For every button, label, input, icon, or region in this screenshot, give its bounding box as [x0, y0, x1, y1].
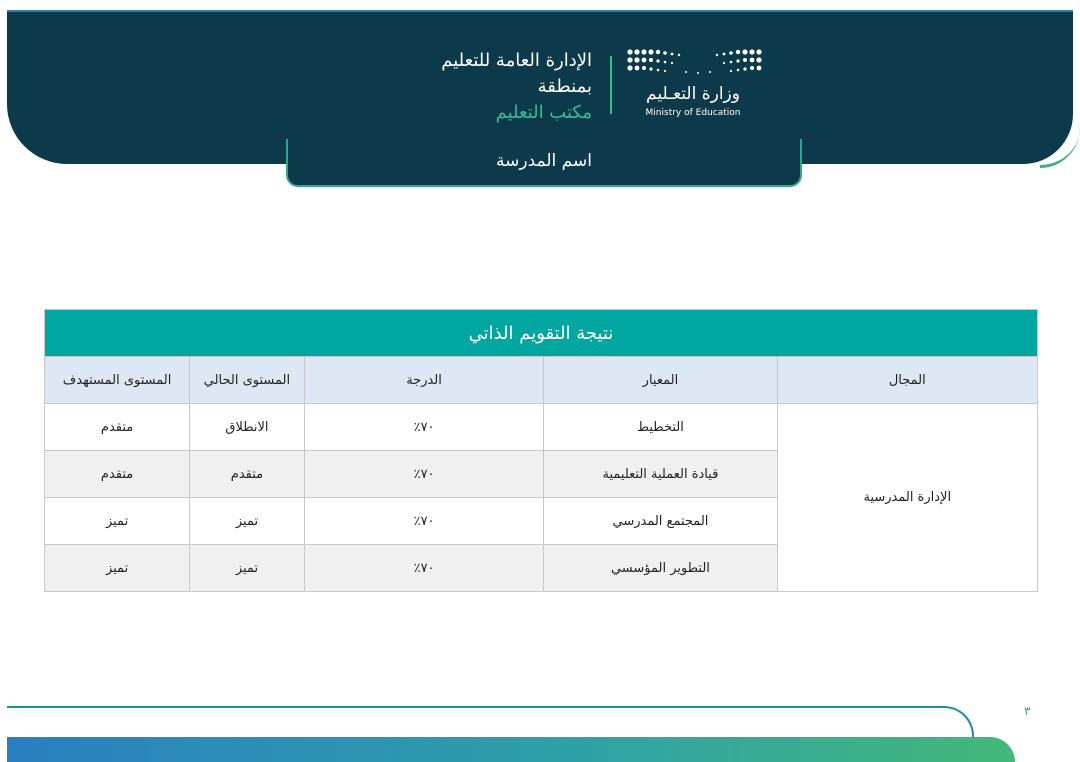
- header-criterion: المعيار: [544, 357, 777, 404]
- header-current-level: المستوى الحالي: [190, 357, 305, 404]
- current-level-cell: الانطلاق: [190, 404, 305, 451]
- current-level-cell: تميز: [190, 498, 305, 545]
- organization-block: [441, 48, 592, 126]
- target-level-cell: تميز: [45, 498, 190, 545]
- logo-arabic-text: وزارة التعـليم: [646, 84, 740, 104]
- target-level-cell: متقدم: [45, 404, 190, 451]
- header-grade: الدرجة: [304, 357, 544, 404]
- grade-cell: ٧٠٪: [304, 451, 544, 498]
- grade-cell: ٧٠٪: [304, 404, 544, 451]
- school-name-box: [286, 139, 802, 187]
- school-name: اسم المدرسة: [496, 151, 592, 171]
- header-target-level: المستوى المستهدف: [45, 357, 190, 404]
- grade-cell: ٧٠٪: [304, 498, 544, 545]
- current-level-cell: تميز: [190, 545, 305, 592]
- org-line-1: الإدارة العامة للتعليم: [441, 50, 592, 71]
- footer-divider-line: [7, 706, 974, 738]
- table-header-row: [45, 357, 1038, 404]
- footer-gradient-bar: [7, 737, 1015, 762]
- logo-english-text: Ministry of Education: [645, 108, 741, 118]
- table-row: [45, 404, 1038, 451]
- criterion-cell: التخطيط: [544, 404, 777, 451]
- self-evaluation-table: [44, 309, 1038, 592]
- target-level-cell: متقدم: [45, 451, 190, 498]
- ministry-logo: [624, 46, 764, 122]
- criterion-cell: المجتمع المدرسي: [544, 498, 777, 545]
- org-line-2: بمنطقة: [537, 76, 592, 97]
- grade-cell: ٧٠٪: [304, 545, 544, 592]
- target-level-cell: تميز: [45, 545, 190, 592]
- table-title-row: [45, 310, 1038, 357]
- header-accent-curve: [1040, 120, 1080, 168]
- table-title: نتيجة التقويم الذاتي: [45, 310, 1038, 357]
- page-number: ٣: [1024, 704, 1031, 718]
- current-level-cell: متقدم: [190, 451, 305, 498]
- office-name: مكتب التعليم: [495, 102, 592, 123]
- criterion-cell: التطوير المؤسسي: [544, 545, 777, 592]
- ministry-dots-icon: [624, 46, 764, 82]
- header-domain: المجال: [777, 357, 1037, 404]
- criterion-cell: قيادة العملية التعليمية: [544, 451, 777, 498]
- domain-cell: الإدارة المدرسية: [777, 404, 1037, 592]
- header-divider: [610, 56, 612, 114]
